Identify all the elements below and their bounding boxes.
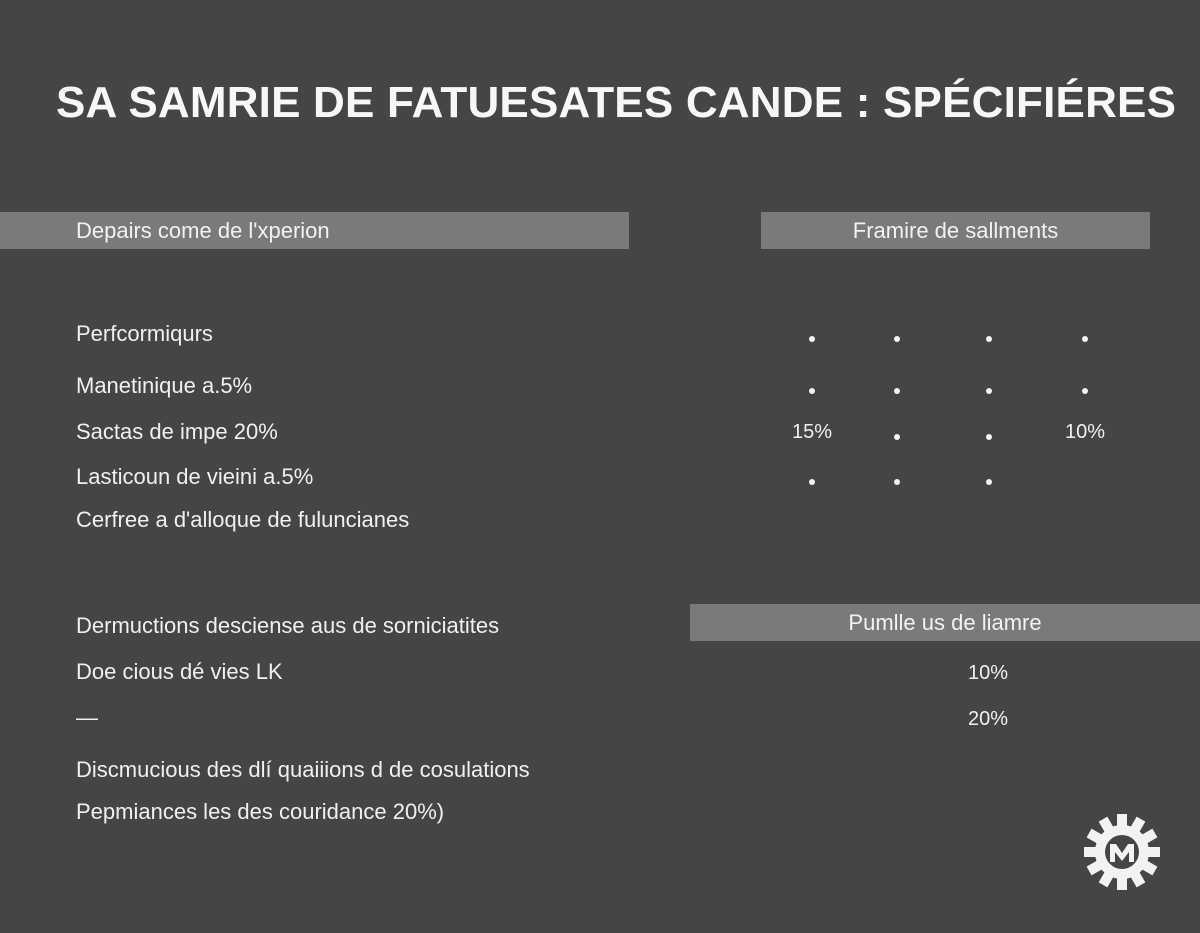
- section2-value: 10%: [967, 662, 1009, 684]
- bullet-icon: [894, 479, 900, 485]
- section1-left-header: Depairs come de l'xperion: [0, 212, 629, 249]
- bullet-icon: [1082, 388, 1088, 394]
- section2-right-header: Pumlle us de liamre: [690, 604, 1200, 641]
- section1-cell-value: 10%: [1064, 421, 1106, 443]
- section1-right-header: Framire de sallments: [761, 212, 1150, 249]
- page-title: SA SAMRIE DE FATUESATES CANDE : SPÉCIFIÉRES: [56, 78, 1177, 127]
- bullet-icon: [986, 388, 992, 394]
- bullet-icon: [986, 479, 992, 485]
- bullet-icon: [809, 388, 815, 394]
- section2-row-label: Dermuctions desciense aus de sorniciatites: [76, 613, 500, 638]
- section2-row-label: Doe cious dé vies LK: [76, 659, 283, 684]
- bullet-icon: [1082, 336, 1088, 342]
- bullet-icon: [809, 336, 815, 342]
- section2-row-label: Pepmiances les des couridance 20%): [76, 799, 445, 824]
- bullet-icon: [986, 434, 992, 440]
- section2-row-label: —: [76, 705, 98, 730]
- gear-badge-icon: [1082, 812, 1162, 892]
- section1-cell-value: 15%: [791, 421, 833, 443]
- section1-row-label: Manetinique a.5%: [76, 373, 253, 398]
- section1-row-label: Lasticoun de vieini a.5%: [76, 464, 314, 489]
- bullet-icon: [894, 434, 900, 440]
- section2-value: 20%: [967, 708, 1009, 730]
- section1-row-label: Cerfree a d'alloque de fuluncianes: [76, 507, 410, 532]
- bullet-icon: [894, 336, 900, 342]
- bullet-icon: [809, 479, 815, 485]
- bullet-icon: [986, 336, 992, 342]
- section1-row-label: Sactas de impe 20%: [76, 419, 278, 444]
- bullet-icon: [894, 388, 900, 394]
- section1-row-label: Perfcormiqurs: [76, 321, 213, 346]
- section2-row-label: Discmucious des dlí quaiiions d de cosulations: [76, 757, 530, 782]
